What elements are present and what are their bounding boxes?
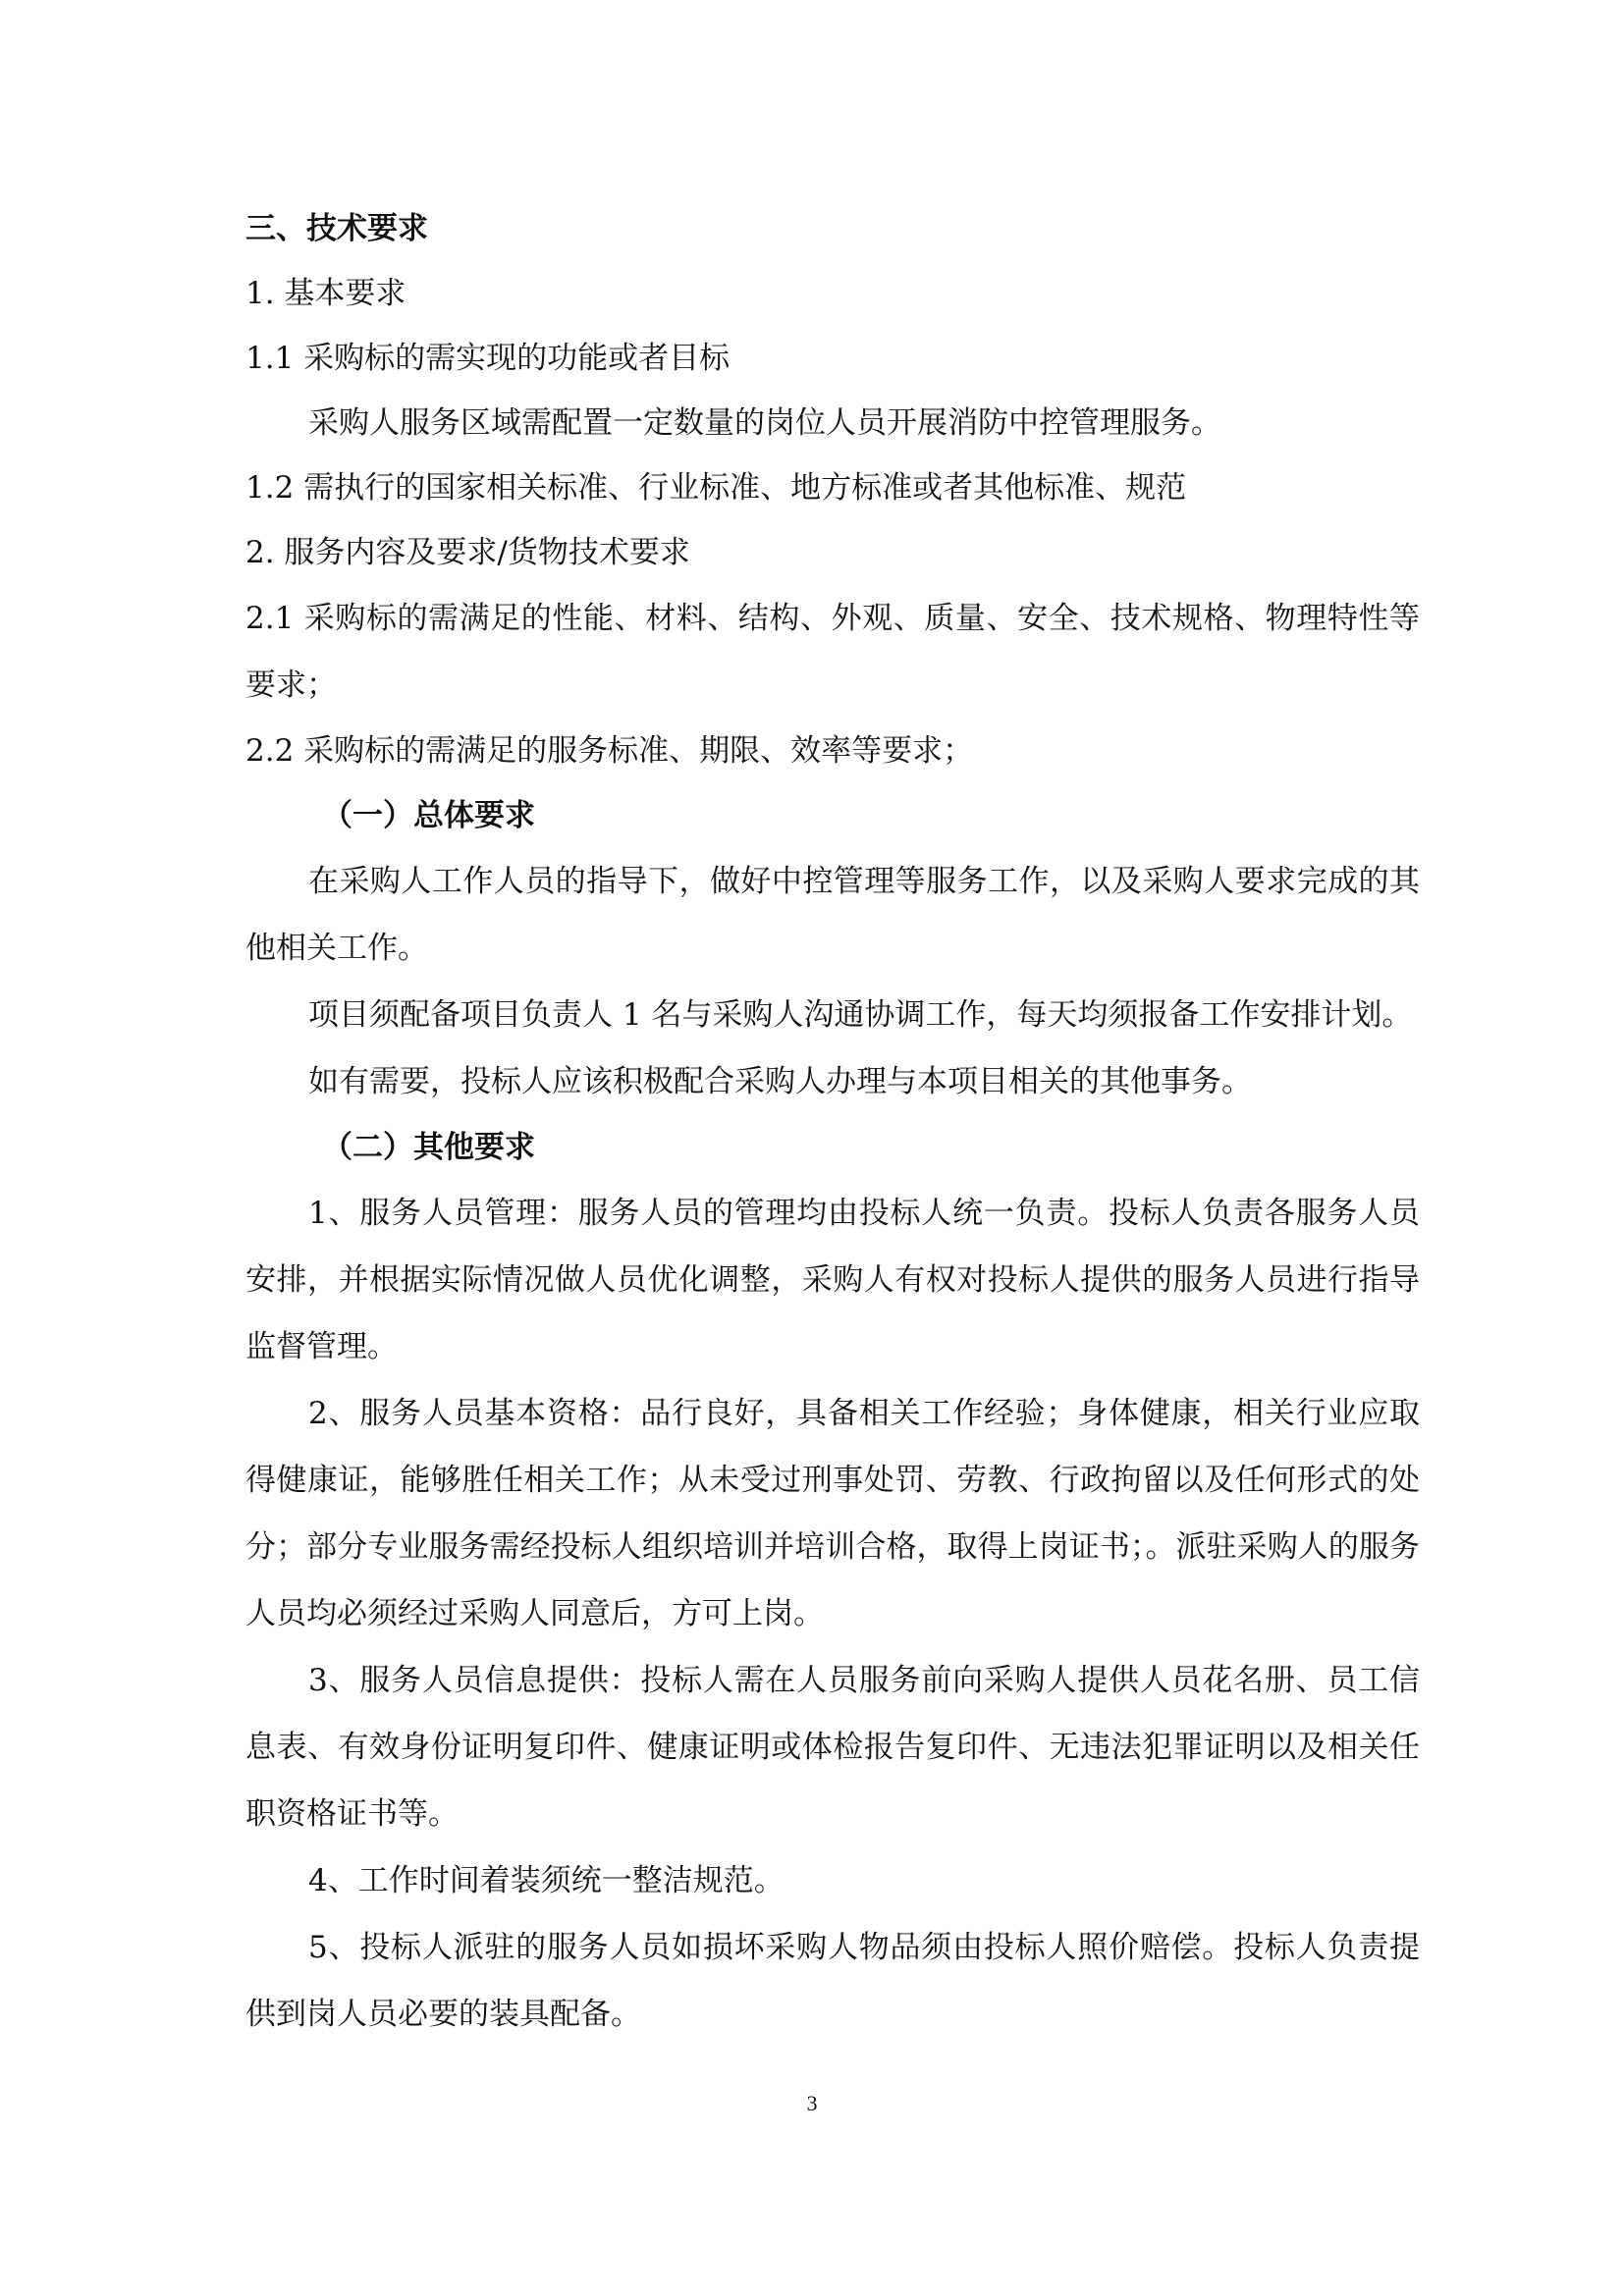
other-paragraph-5: 5、投标人派驻的服务人员如损坏采购人物品须由投标人照价赔偿。投标人负责提供到岗人员必要的装具配备。 bbox=[245, 1930, 1420, 2032]
item-1-2-heading: 1.2 需执行的国家相关标准、行业标准、地方标准或者其他标准、规范 bbox=[245, 470, 1187, 506]
item-1-1-text: 采购人服务区域需配置一定数量的岗位人员开展消防中控管理服务。 bbox=[308, 405, 1221, 441]
other-paragraph-3: 3、服务人员信息提供：投标人需在人员服务前向采购人提供人员花名册、员工信息表、有效身份证明复印件、健康证明或体检报告复印件、无违法犯罪证明以及相关任职资格证书等。 bbox=[245, 1663, 1420, 1832]
page-number: 3 bbox=[806, 2091, 818, 2115]
item-2-heading: 2. 服务内容及要求/货物技术要求 bbox=[245, 535, 690, 570]
other-requirements-heading: （二）其他要求 bbox=[322, 1130, 535, 1165]
other-paragraph-4: 4、工作时间着装须统一整洁规范。 bbox=[308, 1863, 785, 1898]
general-paragraph-3: 如有需要，投标人应该积极配合采购人办理与本项目相关的其他事务。 bbox=[308, 1064, 1252, 1099]
other-paragraph-1: 1、服务人员管理：服务人员的管理均由投标人统一负责。投标人负责各服务人员安排，并根据实际情况做人员优化调整，采购人有权对投标人提供的服务人员进行指导监督管理。 bbox=[245, 1196, 1420, 1364]
document-body bbox=[245, 196, 1426, 2048]
item-2-2-text: 2.2 采购标的需满足的服务标准、期限、效率等要求； bbox=[245, 733, 974, 769]
general-paragraph-2: 项目须配备项目负责人 1 名与采购人沟通协调工作，每天均须报备工作安排计划。 bbox=[308, 997, 1413, 1033]
item-2-1-text: 2.1 采购标的需满足的性能、材料、结构、外观、质量、安全、技术规格、物理特性等要求； bbox=[245, 601, 1420, 703]
general-paragraph-1: 在采购人工作人员的指导下，做好中控管理等服务工作，以及采购人要求完成的其他相关工作。 bbox=[245, 864, 1420, 966]
item-1-1-heading: 1.1 采购标的需实现的功能或者目标 bbox=[245, 341, 731, 376]
other-paragraph-2: 2、服务人员基本资格：品行良好，具备相关工作经验；身体健康，相关行业应取得健康证，能够胜任相关工作；从未受过刑事处罚、劳教、行政拘留以及任何形式的处分；部分专业服务需经投标人组织培训并培训合格，取得上岗证书；。派驻采购人的服务人员均必须经过采购人同意后，方可上岗。 bbox=[245, 1396, 1420, 1631]
section-title: 三、技术要求 bbox=[245, 211, 428, 246]
basic-requirements-heading: 1. 基本要求 bbox=[245, 276, 406, 311]
general-requirements-heading: （一）总体要求 bbox=[322, 798, 535, 833]
